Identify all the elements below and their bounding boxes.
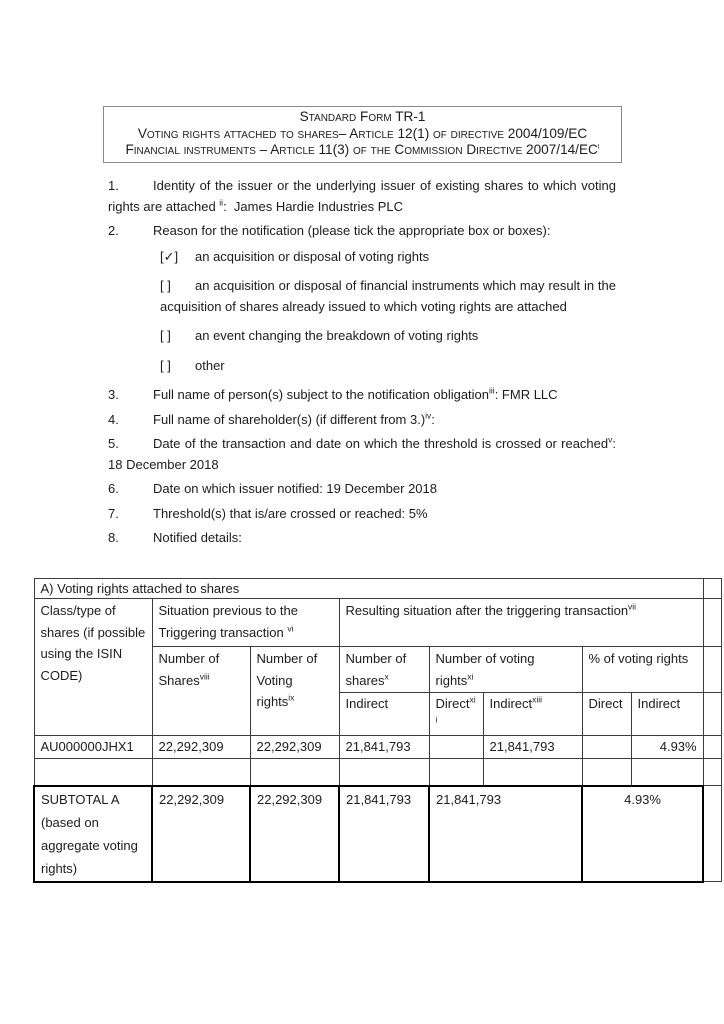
- item-6-number: 6.: [108, 481, 119, 496]
- item-7-threshold-crossed: [108, 504, 616, 525]
- item-1-issuer-identity: [108, 176, 616, 217]
- footnote-ref-i: i: [597, 140, 600, 151]
- footnote-ref-xi: xi: [467, 671, 474, 682]
- item-7-text: Threshold(s) that is/are crossed or reached: 5%: [153, 505, 428, 521]
- col-header-number-of-shares-text: Number of shares: [345, 651, 407, 688]
- cell-prev-shares: 22,292,309: [152, 736, 250, 759]
- item-3-text: Full name of person(s) subject to the notification obligation: [153, 387, 490, 402]
- footnote-ref-vi: vi: [287, 623, 294, 634]
- checkbox-checked-icon: [✓]: [160, 248, 179, 264]
- col-subheader-voting-indirect-text: Indirect: [489, 696, 533, 711]
- item-5-transaction-date: [108, 434, 616, 475]
- item-8-number: 8.: [108, 530, 119, 545]
- col-subheader-shares-indirect: Indirect: [339, 693, 429, 736]
- col-header-previous-situation: [152, 599, 339, 647]
- checkbox-unchecked-icon: [ ]: [160, 357, 171, 373]
- cell-empty: [429, 759, 483, 786]
- footnote-ref-xiii: xiii: [532, 694, 543, 705]
- item-1-text: Identity of the issuer or the underlying issuer of existing shares to which voting rights are attached: [108, 178, 616, 214]
- item-8-text: Notified details:: [153, 530, 242, 545]
- item-4-text: Full name of shareholder(s) (if different from 3.): [153, 411, 426, 427]
- col-header-number-of-voting-rights-previous: [250, 647, 339, 736]
- col-subheader-voting-direct-text: Direct: [435, 696, 470, 711]
- form-body: [108, 176, 616, 553]
- col-subheader-voting-direct: [429, 693, 483, 736]
- table-section-title: A) Voting rights attached to shares: [34, 579, 703, 599]
- cell-empty: [582, 759, 631, 786]
- col-header-number-of-shares-previous-text: Number of Shares: [158, 651, 220, 688]
- item-1-value: : James Hardie Industries PLC: [223, 198, 403, 214]
- item-2-notification-reason: [108, 221, 616, 242]
- item-2-text: Reason for the notification (please tick the appropriate box or boxes):: [153, 223, 551, 238]
- col-subheader-pct-direct: Direct: [582, 693, 631, 736]
- table-margin-sliver-cell: [703, 786, 721, 882]
- table-row-subtotal-a: [34, 786, 721, 882]
- col-header-number-of-voting-rights-text: Number of voting rights: [435, 651, 535, 688]
- footnote-ref-viii: viii: [199, 671, 210, 682]
- item-3-value: : FMR LLC: [494, 387, 558, 402]
- table-margin-sliver: [703, 693, 721, 736]
- col-header-percent-voting-rights: % of voting rights: [582, 647, 703, 693]
- cell-voting-indirect: 21,841,793: [483, 736, 582, 759]
- checkbox-label: an event changing the breakdown of voting rights: [195, 328, 479, 343]
- checkbox-label: an acquisition or disposal of financial instruments which may result in the acquisition of shares already issued to which voting rights are attached: [160, 278, 616, 314]
- table-section-title-row: [34, 579, 721, 599]
- item-5-text: Date of the transaction and date on which the threshold is crossed or reached: [153, 436, 609, 451]
- cell-prev-voting-rights: 22,292,309: [250, 736, 339, 759]
- item-4-number: 4.: [108, 411, 119, 427]
- cell-empty: [631, 759, 703, 786]
- item-7-number: 7.: [108, 505, 119, 521]
- checkbox-row-breakdown-event: [160, 326, 616, 347]
- table-margin-sliver: [703, 579, 721, 599]
- footnote-ref-xii: xii: [435, 694, 476, 725]
- col-header-number-of-voting-rights-previous-text: Number of Voting rights: [256, 651, 318, 709]
- form-subtitle-text: Financial instruments – Article 11(3) of the Commission Directive 2007/14/EC: [125, 142, 598, 157]
- cell-empty: [152, 759, 250, 786]
- col-header-previous-situation-text: Situation previous to the Triggering transaction: [158, 603, 298, 640]
- footnote-ref-v: v: [608, 434, 613, 445]
- reason-checkbox-group: [160, 247, 616, 377]
- item-3-number: 3.: [108, 387, 119, 402]
- cell-subtotal-prev-shares: 22,292,309: [152, 786, 250, 882]
- form-subtitle-financial-instruments: [108, 142, 617, 159]
- cell-isin-code: AU000000JHX1: [34, 736, 152, 759]
- checkbox-unchecked-icon: [ ]: [160, 328, 171, 343]
- checkbox-row-financial-instruments: [160, 276, 616, 317]
- item-2-number: 2.: [108, 223, 119, 238]
- table-margin-sliver: [703, 599, 721, 647]
- item-8-notified-details: [108, 528, 616, 549]
- footnote-ref-ix: ix: [288, 692, 295, 703]
- cell-pct-direct: [582, 736, 631, 759]
- col-header-resulting-situation-text: Resulting situation after the triggering transaction: [345, 603, 629, 618]
- footnote-ref-vii: vii: [628, 601, 637, 612]
- table-margin-sliver: [703, 647, 721, 693]
- cell-subtotal-prev-voting-rights: 22,292,309: [250, 786, 339, 882]
- checkbox-label: other: [195, 357, 225, 373]
- col-subheader-voting-indirect: [483, 693, 582, 736]
- cell-empty: [34, 759, 152, 786]
- col-header-number-of-shares-previous: [152, 647, 250, 736]
- item-1-number: 1.: [108, 178, 119, 193]
- checkbox-label: an acquisition or disposal of voting rights: [195, 248, 430, 264]
- col-header-number-of-voting-rights: [429, 647, 582, 693]
- voting-rights-table: [33, 578, 722, 883]
- cell-empty: [483, 759, 582, 786]
- footnote-ref-ii: ii: [219, 197, 224, 208]
- table-margin-sliver: [703, 736, 721, 759]
- item-5-value: : 18 December 2018: [108, 436, 616, 472]
- cell-voting-direct: [429, 736, 483, 759]
- item-4-value: :: [431, 411, 435, 427]
- checkbox-row-acquisition-voting-rights: [160, 247, 616, 268]
- item-3-obliged-person: [108, 385, 616, 406]
- table-row-isin: [34, 736, 721, 759]
- cell-empty: [339, 759, 429, 786]
- col-subheader-pct-indirect: Indirect: [631, 693, 703, 736]
- cell-shares-indirect: 21,841,793: [339, 736, 429, 759]
- table-row-empty: [34, 759, 721, 786]
- form-title: Standard Form TR-1: [299, 109, 426, 124]
- cell-subtotal-label: SUBTOTAL A (based on aggregate voting rights): [34, 786, 152, 882]
- col-header-resulting-situation: [339, 599, 703, 647]
- cell-subtotal-voting-rights: 21,841,793: [429, 786, 582, 882]
- footnote-ref-iii: iii: [489, 385, 495, 396]
- footnote-ref-iv: iv: [425, 410, 432, 421]
- cell-empty: [250, 759, 339, 786]
- table-margin-sliver: [703, 759, 721, 786]
- item-6-text: Date on which issuer notified: 19 December 2018: [153, 481, 437, 496]
- checkbox-unchecked-icon: [ ]: [160, 278, 171, 293]
- form-subtitle-voting-rights: Voting rights attached to shares– Article 12(1) of directive 2004/109/EC: [137, 125, 588, 141]
- col-header-number-of-shares: [339, 647, 429, 693]
- checkbox-row-other: [160, 356, 616, 377]
- form-title-box: [103, 106, 622, 163]
- cell-pct-indirect: 4.93%: [631, 736, 703, 759]
- footnote-ref-x: x: [384, 671, 389, 682]
- item-5-number: 5.: [108, 436, 119, 451]
- item-6-issuer-notified-date: [108, 479, 616, 500]
- col-header-class-type: Class/type of shares (if possible using the ISIN CODE): [34, 599, 152, 736]
- table-header-row-1: [34, 599, 721, 647]
- item-4-shareholder-name: [108, 410, 616, 431]
- cell-subtotal-shares-indirect: 21,841,793: [339, 786, 429, 882]
- cell-subtotal-pct: 4.93%: [582, 786, 703, 882]
